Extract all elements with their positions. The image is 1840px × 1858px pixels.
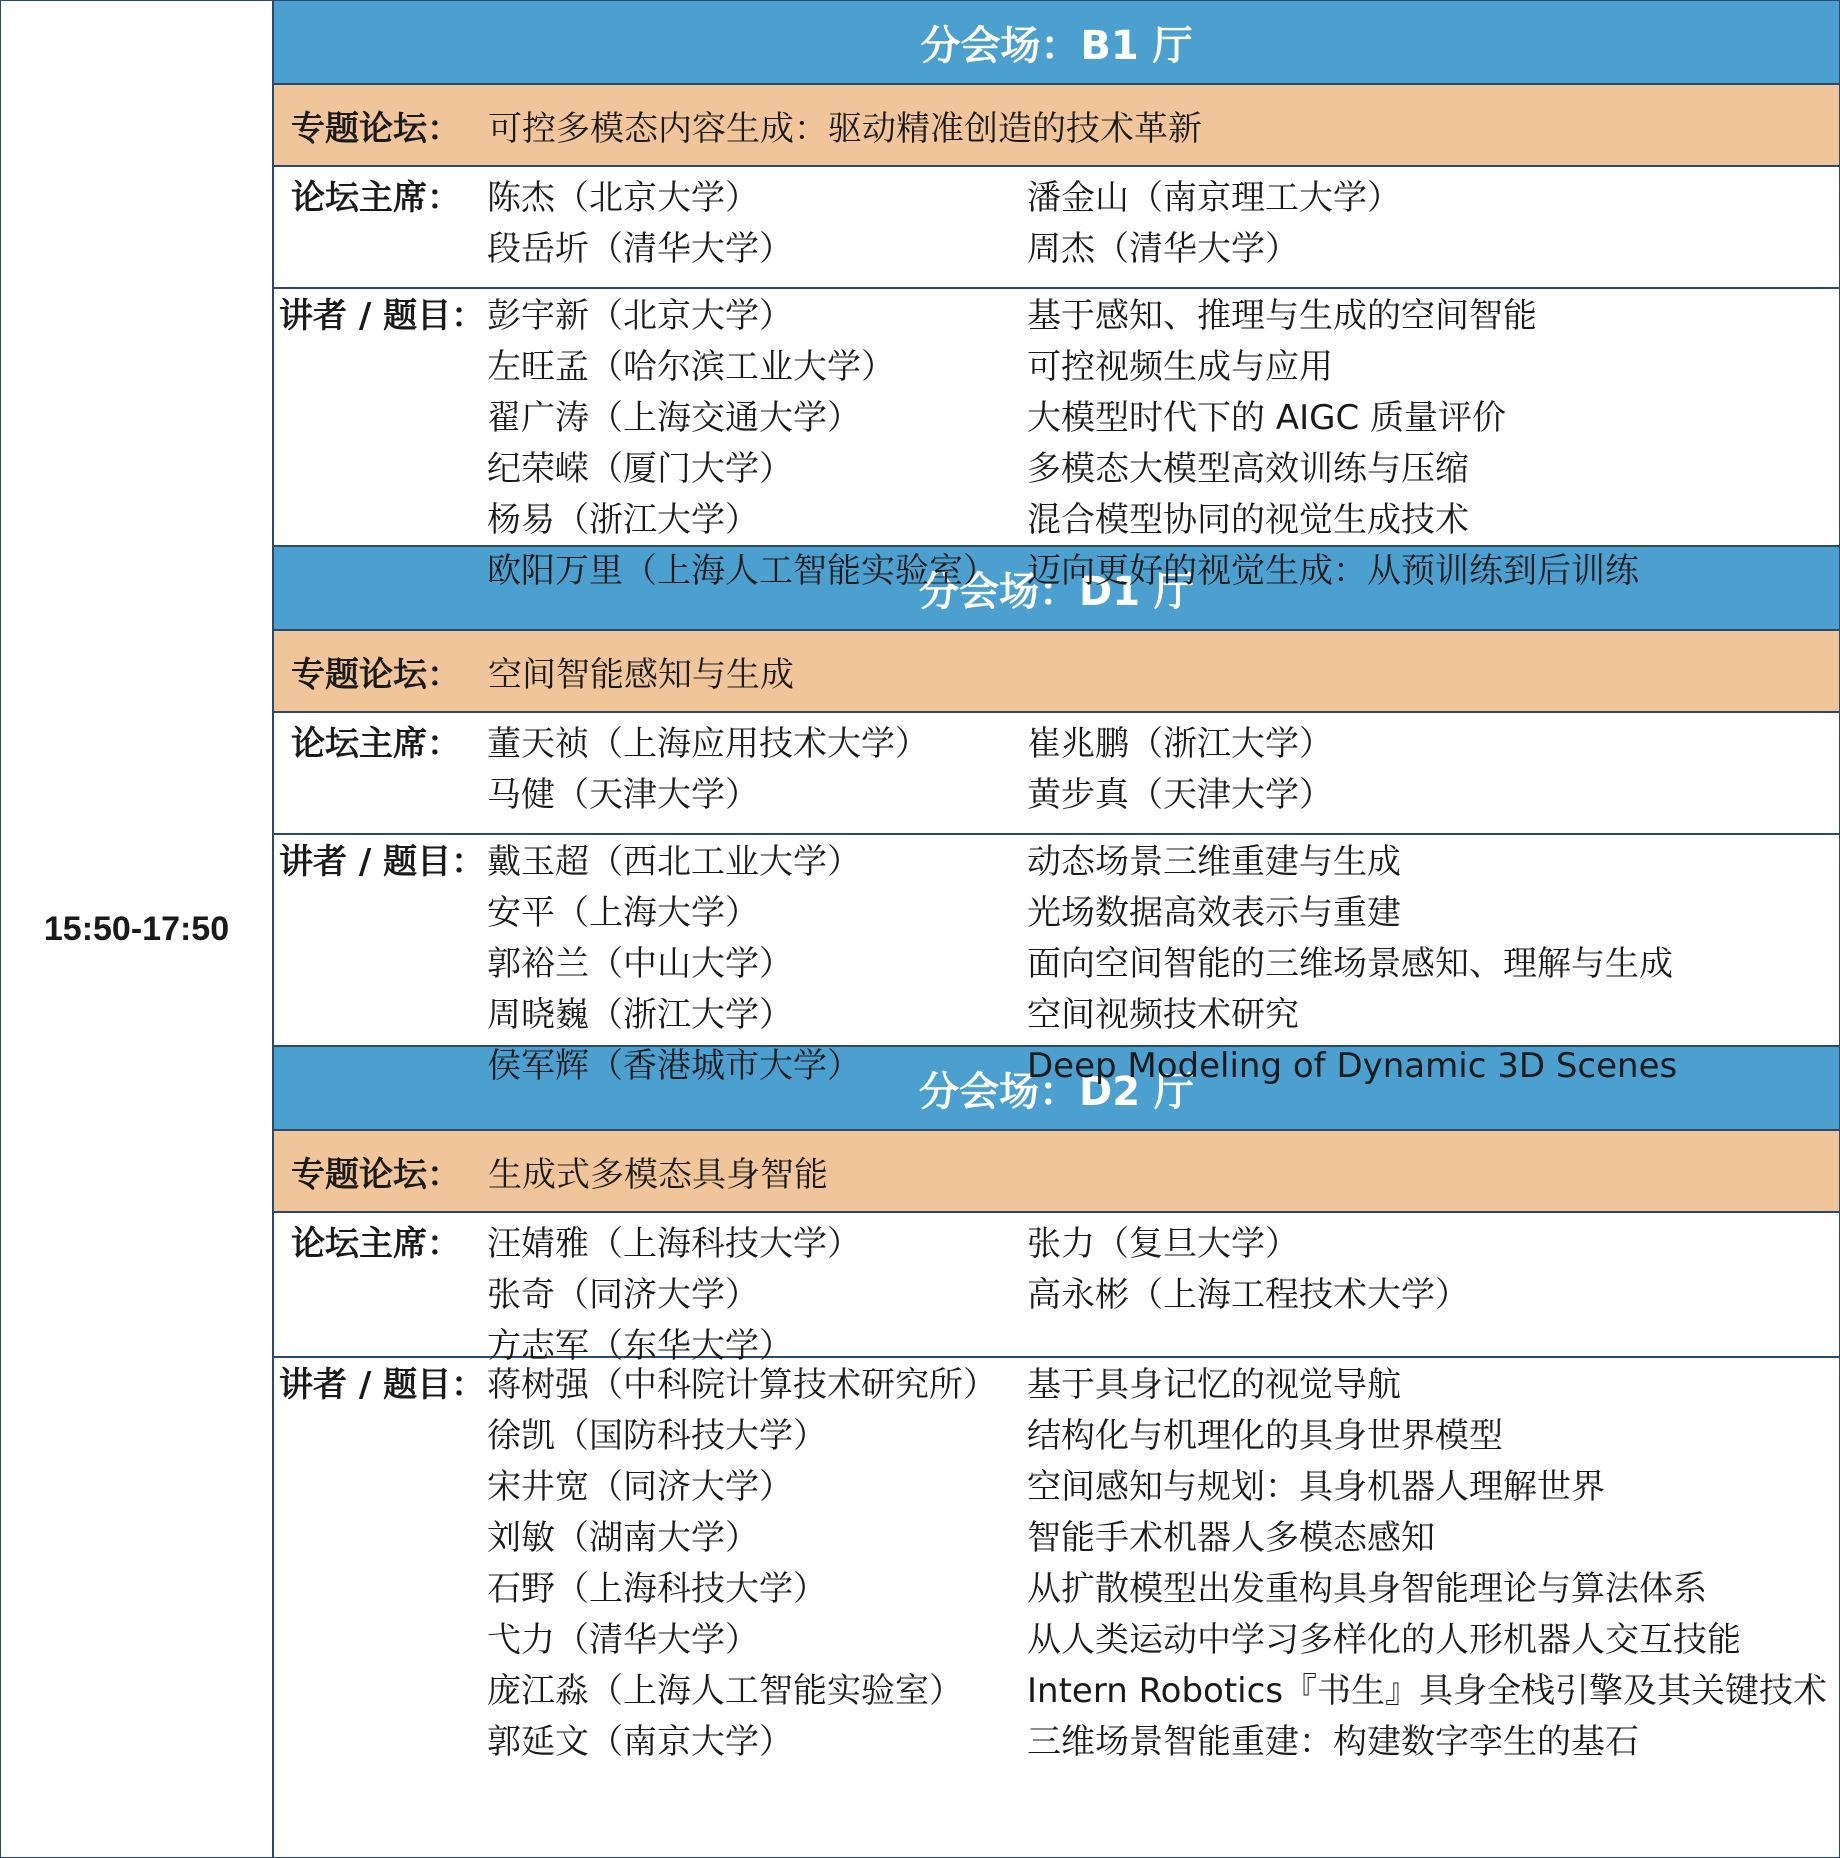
talk-title: 大模型时代下的 AIGC 质量评价 [1027,398,1506,438]
session-section [274,547,1839,1086]
hall-header: 分会场：B1 厅 [274,1,1839,85]
speaker-row [487,837,1839,888]
chair-name: 方志军（东华大学） [487,1326,793,1366]
speakers-label: 讲者 / 题目： [279,296,486,336]
speaker-name: 彭宇新（北京大学） [487,296,793,336]
speaker-row [487,444,1839,495]
speaker-name: 翟广涛（上海交通大学） [487,398,861,438]
talk-title: 可控视频生成与应用 [1027,347,1333,387]
speaker-row [487,939,1839,990]
speaker-name: 纪荣嵘（厦门大学） [487,449,793,489]
speaker-row [487,1615,1839,1666]
talk-title: 智能手术机器人多模态感知 [1027,1518,1435,1558]
talk-title: 空间视频技术研究 [1027,995,1299,1035]
chair-row [487,1270,1839,1321]
speaker-row [487,990,1839,1041]
speakers-block [274,1358,1839,1768]
speaker-row [487,1564,1839,1615]
sessions-column [274,1,1839,1768]
chair-row [487,224,1839,275]
chair-row [487,770,1839,821]
speaker-name: 刘敏（湖南大学） [487,1518,759,1558]
topic-title: 空间智能感知与生成 [488,654,794,695]
talk-title: 迈向更好的视觉生成：从预训练到后训练 [1027,551,1639,591]
topic-row [274,85,1839,167]
chair-name: 汪婧雅（上海科技大学） [487,1224,861,1264]
time-cell [1,1,274,1857]
chair-name: 张奇（同济大学） [487,1275,759,1315]
chairs-block [274,1213,1839,1366]
topic-label: 专题论坛： [291,108,461,149]
talk-title: 光场数据高效表示与重建 [1027,893,1401,933]
chairs-block [274,167,1839,289]
session-section [274,1,1839,591]
speaker-name: 徐凯（国防科技大学） [487,1416,827,1456]
speaker-row [487,888,1839,939]
speaker-name: 郭延文（南京大学） [487,1722,793,1762]
talk-title: 基于感知、推理与生成的空间智能 [1027,296,1537,336]
hall-header: 分会场：D1 厅 [274,547,1839,631]
speaker-name: 石野（上海科技大学） [487,1569,827,1609]
speaker-name: 郭裕兰（中山大学） [487,944,793,984]
chair-name: 潘金山（南京理工大学） [1027,178,1401,218]
topic-title: 生成式多模态具身智能 [488,1154,828,1195]
topic-row [274,1131,1839,1213]
speakers-block [274,289,1839,591]
speaker-name: 蒋树强（中科院计算技术研究所） [487,1365,997,1405]
chair-name: 段岳圻（清华大学） [487,229,793,269]
speaker-name: 欧阳万里（上海人工智能实验室） [487,551,997,591]
time-slot: 15:50-17:50 [43,909,230,948]
speaker-name: 杨易（浙江大学） [487,500,759,540]
chair-row [487,1219,1839,1270]
talk-title: 从人类运动中学习多样化的人形机器人交互技能 [1027,1620,1741,1660]
chair-row [487,719,1839,770]
chairs-label: 论坛主席： [291,178,461,218]
speaker-name: 侯军辉（香港城市大学） [487,1046,861,1086]
hall-header: 分会场：D2 厅 [274,1047,1839,1131]
talk-title: 结构化与机理化的具身世界模型 [1027,1416,1503,1456]
speakers-label: 讲者 / 题目： [279,1365,486,1405]
talk-title: 面向空间智能的三维场景感知、理解与生成 [1027,944,1673,984]
talk-title: 基于具身记忆的视觉导航 [1027,1365,1401,1405]
speaker-name: 安平（上海大学） [487,893,759,933]
speaker-row [487,291,1839,342]
chair-name: 陈杰（北京大学） [487,178,759,218]
topic-label: 专题论坛： [291,1154,461,1195]
chair-row [487,173,1839,224]
speaker-name: 弋力（清华大学） [487,1620,759,1660]
speaker-name: 戴玉超（西北工业大学） [487,842,861,882]
speaker-row [487,1041,1839,1092]
topic-label: 专题论坛： [291,654,461,695]
topic-title: 可控多模态内容生成：驱动精准创造的技术革新 [488,108,1202,149]
session-section [274,1047,1839,1768]
talk-title: 空间感知与规划：具身机器人理解世界 [1027,1467,1605,1507]
speaker-row [487,1717,1839,1768]
talk-title: Intern Robotics『书生』具身全栈引擎及其关键技术 [1027,1671,1828,1711]
speaker-name: 左旺孟（哈尔滨工业大学） [487,347,895,387]
speaker-row [487,546,1839,597]
speakers-block [274,835,1839,1086]
talk-title: Deep Modeling of Dynamic 3D Scenes [1027,1046,1678,1086]
chairs-label: 论坛主席： [291,1224,461,1264]
chairs-block [274,713,1839,835]
chair-name: 张力（复旦大学） [1027,1224,1299,1264]
topic-row [274,631,1839,713]
speaker-row [487,1360,1839,1411]
chairs-label: 论坛主席： [291,724,461,764]
talk-title: 动态场景三维重建与生成 [1027,842,1401,882]
talk-title: 三维场景智能重建：构建数字孪生的基石 [1027,1722,1639,1762]
speaker-row [487,342,1839,393]
speaker-row [487,1513,1839,1564]
talk-title: 从扩散模型出发重构具身智能理论与算法体系 [1027,1569,1707,1609]
talk-title: 混合模型协同的视觉生成技术 [1027,500,1469,540]
speaker-row [487,393,1839,444]
speaker-row [487,1411,1839,1462]
chair-name: 高永彬（上海工程技术大学） [1027,1275,1469,1315]
speaker-name: 庞江淼（上海人工智能实验室） [487,1671,963,1711]
chair-name: 马健（天津大学） [487,775,759,815]
chair-name: 董天祯（上海应用技术大学） [487,724,929,764]
speakers-label: 讲者 / 题目： [279,842,486,882]
speaker-name: 周晓巍（浙江大学） [487,995,793,1035]
speaker-row [487,1666,1839,1717]
speaker-row [487,1462,1839,1513]
speaker-name: 宋井宽（同济大学） [487,1467,793,1507]
speaker-row [487,495,1839,546]
chair-name: 周杰（清华大学） [1027,229,1299,269]
chair-name: 黄步真（天津大学） [1027,775,1333,815]
chair-name: 崔兆鹏（浙江大学） [1027,724,1333,764]
talk-title: 多模态大模型高效训练与压缩 [1027,449,1469,489]
